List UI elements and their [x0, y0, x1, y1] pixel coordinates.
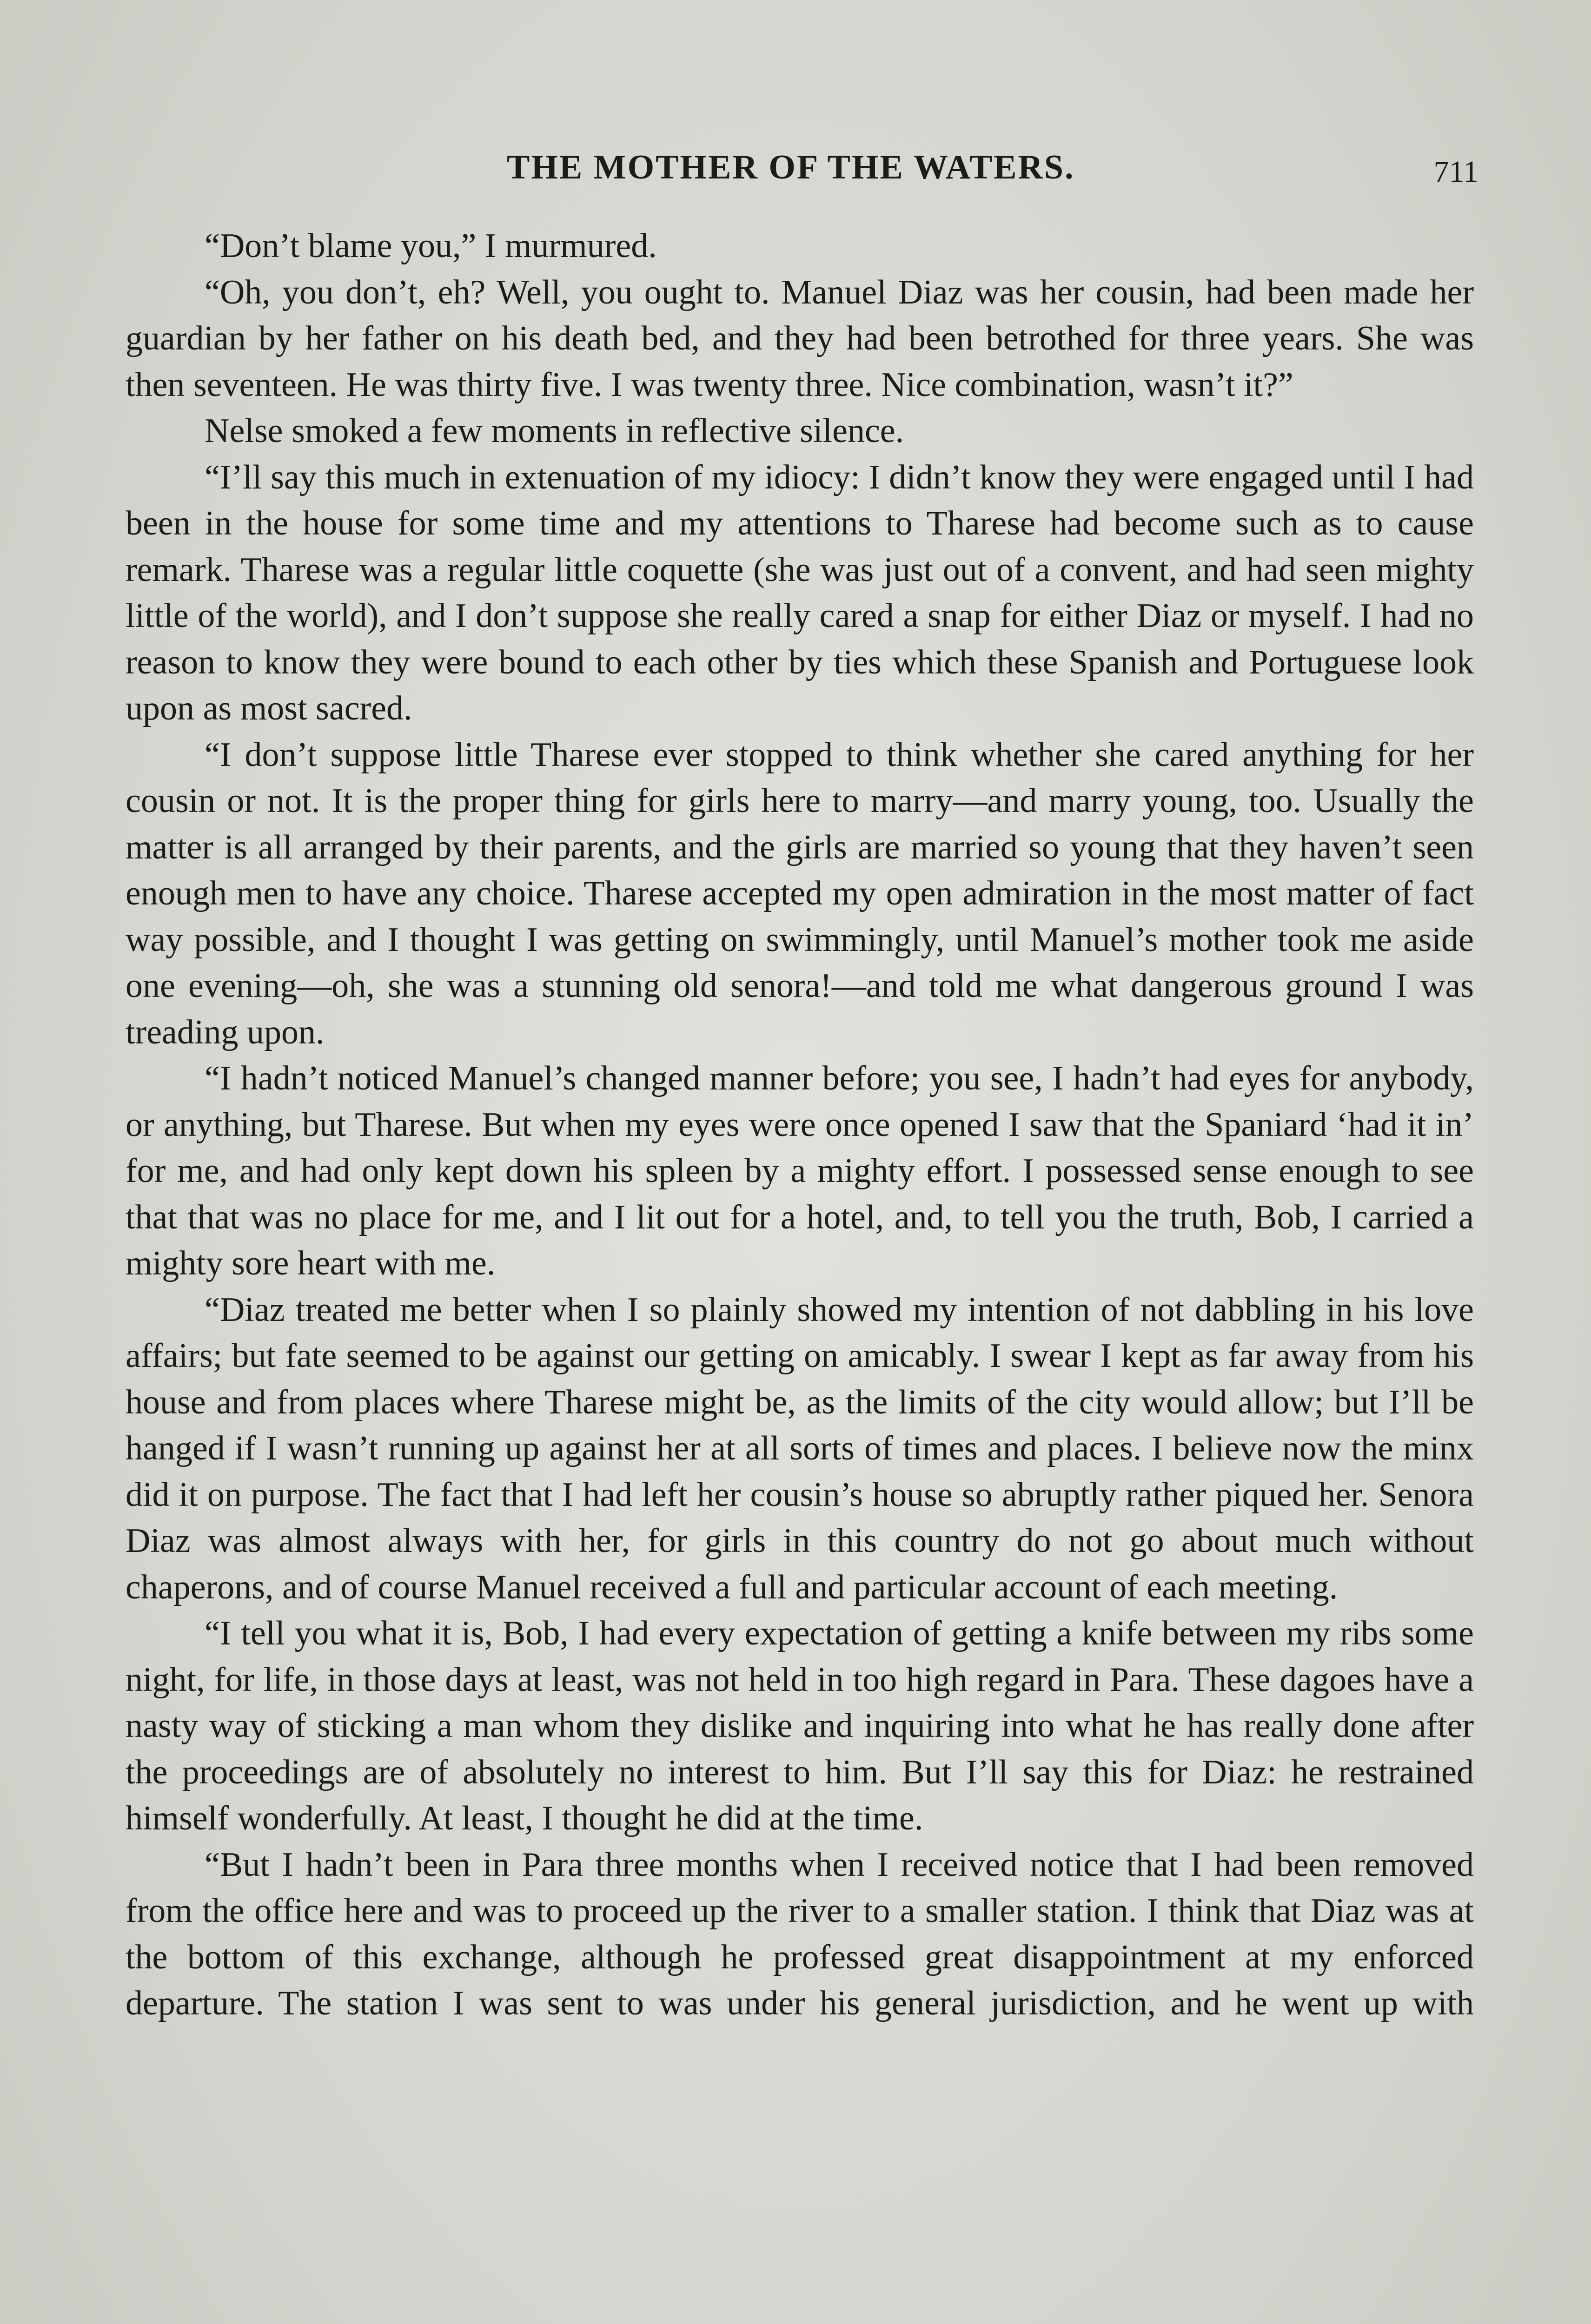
- paragraph: “Don’t blame you,” I murmured.: [205, 227, 657, 265]
- body-text: [126, 223, 1474, 2027]
- paragraph: “I’ll say this much in extenuation of my idiocy: I didn’t know they were engaged until I had been in the house for some time and my attentions to Tharese had become such as to cause remark. Tharese was a regular little coquette (she was just out of a convent, and had seen mighty little of the world), and I don’t suppose she really cared a snap for either Diaz or myself. I had no reason to know they were bound to each other by ties which these Spanish and Portuguese look upon as most sacred.: [126, 458, 1474, 727]
- paragraph: “I hadn’t noticed Manuel’s changed manner before; you see, I hadn’t had eyes for anybody, or anything, but Tharese. But when my eyes were once opened I saw that the Spaniard ‘had it in’ for me, and had only kept down his spleen by a mighty effort. I possessed sense enough to see that that was no place for me, and I lit out for a hotel, and, to tell you the truth, Bob, I carried a mighty sore heart with me.: [126, 1059, 1474, 1282]
- running-head: THE MOTHER OF THE WATERS.: [507, 148, 1075, 186]
- paragraph: Nelse smoked a few moments in reflective silence.: [205, 412, 904, 450]
- paragraph: “Diaz treated me better when I so plainly showed my intention of not dabbling in his love affairs; but fate seemed to be against our getting on amicably. I swear I kept as far away from his house and from places where Tharese might be, as the limits of the city would allow; but I’ll be hanged if I wasn’t running up against her at all sorts of times and places. I believe now the minx did it on purpose. The fact that I had left her cousin’s house so abruptly rather piqued her. Senora Diaz was almost always with her, for girls in this country do not go about much without chaperons, and of course Manuel received a full and particular account of each meeting.: [126, 1290, 1474, 1606]
- page-header: [126, 148, 1478, 204]
- paragraph: “Oh, you don’t, eh? Well, you ought to. Manuel Diaz was her cousin, had been made her guardian by her father on his death bed, and they had been betrothed for three years. She was then seventeen. He was thirty five. I was twenty three. Nice combination, wasn’t it?”: [126, 273, 1474, 404]
- paragraph: “I don’t suppose little Tharese ever stopped to think whether she cared anything for her cousin or not. It is the proper thing for girls here to marry—and marry young, too. Usually the matter is all arranged by their parents, and the girls are married so young that they haven’t seen enough men to have any choice. Tharese accepted my open admiration in the most matter of fact way possible, and I thought I was getting on swimmingly, until Manuel’s mother took me aside one evening—oh, she was a stunning old senora!—and told me what dangerous ground I was treading upon.: [126, 735, 1474, 1051]
- paragraph: “But I hadn’t been in Para three months when I received notice that I had been removed from the office here and was to proceed up the river to a smaller station. I think that Diaz was at the bottom of this exchange, although he professed great disappointment at my enforced departure. The station I was sent to was under his general jurisdiction, and he went up with: [126, 1845, 1474, 2022]
- paragraph: “I tell you what it is, Bob, I had every expectation of getting a knife between my ribs some night, for life, in those days at least, was not held in too high regard in Para. These dagoes have a nasty way of sticking a man whom they dislike and inquiring into what he has really done after the proceedings are of absolutely no interest to him. But I’ll say this for Diaz: he restrained himself wonderfully. At least, I thought he did at the time.: [126, 1614, 1474, 1837]
- page-number: 711: [1433, 155, 1478, 189]
